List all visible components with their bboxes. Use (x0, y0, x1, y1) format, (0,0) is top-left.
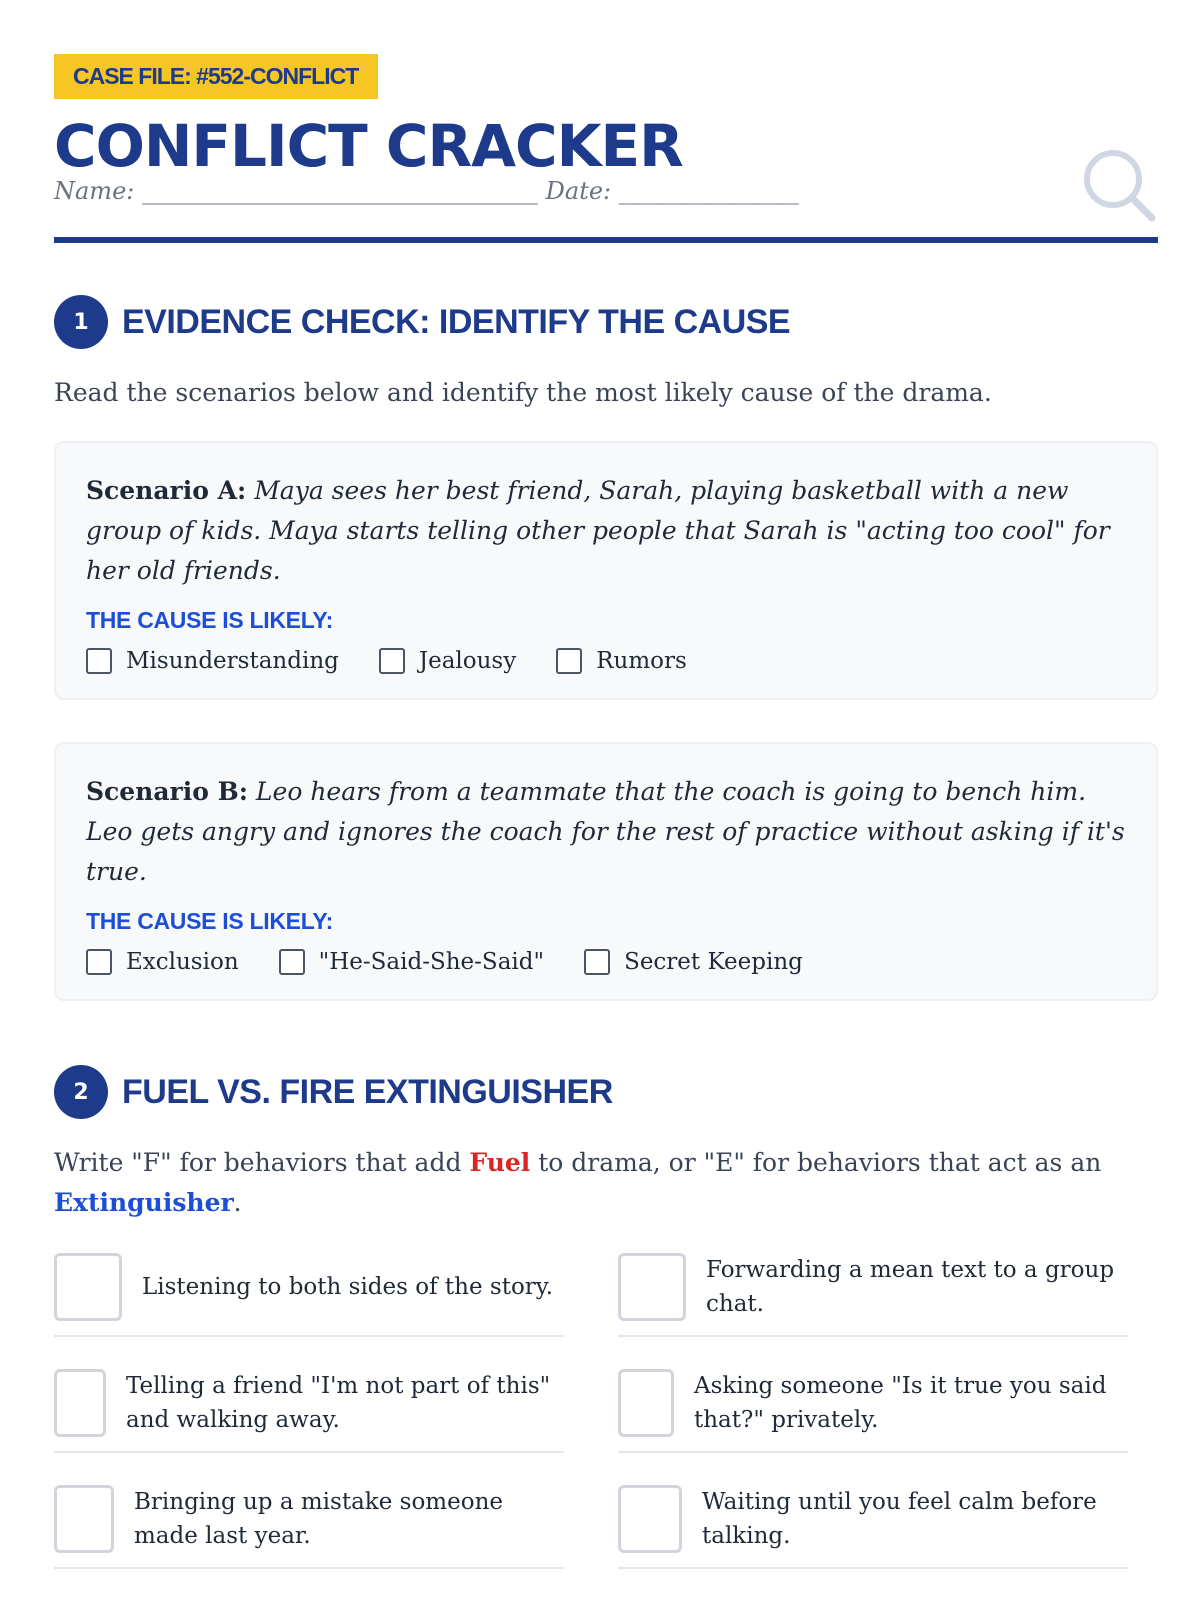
option-jealousy[interactable] (379, 648, 516, 674)
name-label: Name: (54, 177, 135, 205)
option-label: Secret Keeping (624, 949, 803, 975)
checkbox[interactable] (584, 949, 610, 975)
section-2-title: FUEL VS. FIRE EXTINGUISHER (122, 1072, 613, 1111)
behavior-text: Waiting until you feel calm before talking. (702, 1489, 1097, 1549)
scenario-a-label: Scenario A: (86, 476, 247, 505)
behavior-text: Listening to both sides of the story. (142, 1274, 554, 1300)
extinguisher-word: Extinguisher (54, 1188, 234, 1217)
cause-label: THE CAUSE IS LIKELY: (86, 908, 334, 934)
behavior-row (54, 1481, 564, 1569)
date-label: Date: (545, 177, 612, 205)
scenario-b-options (86, 949, 1126, 975)
option-label: "He-Said-She-Said" (318, 949, 545, 975)
case-file-tag: CASE FILE: #552-CONFLICT (54, 54, 378, 99)
worksheet (54, 54, 1158, 1597)
checkbox[interactable] (556, 648, 582, 674)
name-date-line (54, 177, 1158, 205)
option-label: Misunderstanding (126, 648, 339, 674)
behavior-row (54, 1249, 564, 1337)
scenario-b-card (54, 742, 1158, 1001)
section-1-title: EVIDENCE CHECK: IDENTIFY THE CAUSE (122, 302, 791, 341)
option-secret-keeping[interactable] (584, 949, 803, 975)
checkbox[interactable] (86, 949, 112, 975)
behavior-text: Forwarding a mean text to a group chat. (706, 1257, 1115, 1317)
behavior-text: Asking someone "Is it true you said that?" privately. (694, 1373, 1107, 1433)
instructions-mid: to drama, or "E" for behaviors that act as an (530, 1148, 1102, 1177)
date-blank[interactable]: _______________ (618, 177, 799, 205)
answer-box[interactable] (54, 1253, 122, 1321)
fuel-word: Fuel (469, 1148, 531, 1177)
scenario-a-text-block (86, 471, 1126, 591)
section-2-header (54, 1065, 1158, 1119)
option-label: Jealousy (418, 648, 517, 674)
behavior-text: Telling a friend "I'm not part of this" and walking away. (126, 1373, 551, 1433)
scenario-a-text: Maya sees her best friend, Sarah, playing basketball with a new group of kids. Maya starts telling other people that Sarah is "acting too cool" for her old friends. (86, 476, 1110, 585)
checkbox[interactable] (86, 648, 112, 674)
section-2-instructions (54, 1143, 1158, 1223)
page-title: CONFLICT CRACKER (54, 112, 683, 180)
checkbox[interactable] (279, 949, 305, 975)
option-he-said-she-said[interactable] (279, 949, 544, 975)
scenario-b-label: Scenario B: (86, 777, 248, 806)
option-label: Exclusion (126, 949, 239, 975)
section-1-header (54, 295, 1158, 349)
behavior-grid (54, 1249, 1158, 1597)
answer-box[interactable] (54, 1485, 114, 1553)
instructions-end: . (233, 1188, 242, 1217)
option-rumors[interactable] (556, 648, 687, 674)
scenario-b-text-block (86, 772, 1126, 892)
answer-box[interactable] (618, 1369, 674, 1437)
scenario-a-options (86, 648, 1126, 674)
checkbox[interactable] (379, 648, 405, 674)
answer-box[interactable] (54, 1369, 106, 1437)
option-misunderstanding[interactable] (86, 648, 339, 674)
option-label: Rumors (596, 648, 687, 674)
option-exclusion[interactable] (86, 949, 239, 975)
header-divider (54, 237, 1158, 243)
behavior-row (618, 1365, 1128, 1453)
instructions-pre: Write "F" for behaviors that add (54, 1148, 470, 1177)
scenario-a-card (54, 441, 1158, 700)
answer-box[interactable] (618, 1253, 686, 1321)
behavior-row (618, 1481, 1128, 1569)
answer-box[interactable] (618, 1485, 682, 1553)
behavior-row (54, 1365, 564, 1453)
behavior-row (618, 1249, 1128, 1337)
section-1-number: 1 (54, 295, 108, 349)
behavior-text: Bringing up a mistake someone made last year. (134, 1489, 503, 1549)
scenario-b-text: Leo hears from a teammate that the coach is going to bench him. Leo gets angry and ignores the coach for the rest of practice without asking if it's true. (86, 777, 1125, 886)
magnifying-glass-icon (1080, 146, 1158, 224)
cause-label: THE CAUSE IS LIKELY: (86, 607, 334, 633)
section-2-number: 2 (54, 1065, 108, 1119)
name-blank[interactable]: _________________________________ (142, 177, 538, 205)
section-1-instructions: Read the scenarios below and identify the most likely cause of the drama. (54, 378, 992, 407)
